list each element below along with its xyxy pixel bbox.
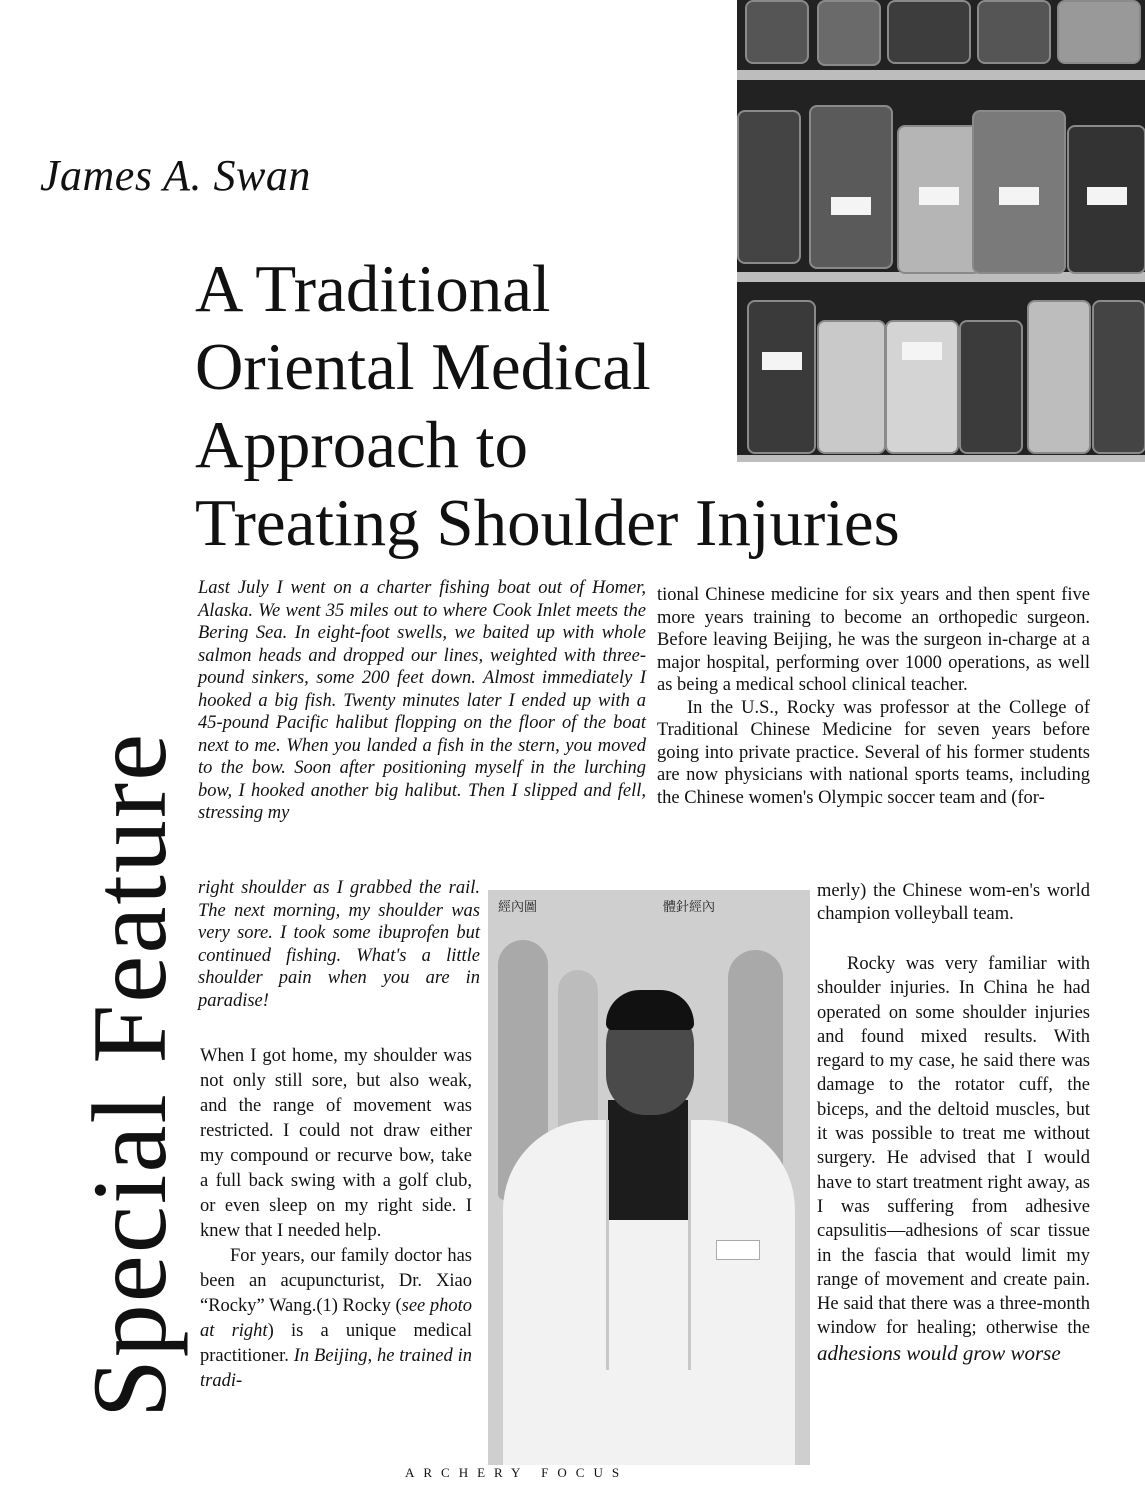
body-paragraph: For years, our family doctor has been an acupuncturist, Dr. Xiao “Rocky” Wang.(1) Rocky (see photo at right) is a unique medical practitioner. In Beijing, he trained in tradi- xyxy=(200,1246,473,1391)
photo-chart-text-right: 體針經內 xyxy=(663,900,716,915)
section-label: Special Feature xyxy=(71,731,188,1419)
intro-paragraph-continued: right shoulder as I grabbed the rail. The next morning, my shoulder was very sore. I took some ibuprofen but continued fishing. What's a little shoulder pain when you are in paradise! xyxy=(198,878,480,1011)
headline-line-3: Approach to xyxy=(195,408,529,482)
column-2-continued: merly) the Chinese wom-en's world champion volleyball team. xyxy=(817,881,1090,924)
headline-line-1: A Traditional xyxy=(195,252,551,326)
headline-line-4: Treating Shoulder Injuries xyxy=(195,486,900,560)
body-paragraph: When I got home, my shoulder was not only still sore, but also weak, and the range of movement was restricted. I could not draw either my compound or recurve bow, take a full back swing with a golf club, or even sleep on my right side. I knew that I needed help. xyxy=(200,1046,472,1241)
headline-line-2: Oriental Medical xyxy=(195,330,651,404)
doctor-portrait-photo xyxy=(488,890,810,1465)
body-paragraph: In the U.S., Rocky was professor at the College of Traditional Chinese Medicine for seven years before going into private practice. Several of his former students are now physicians with national sports teams, including the Chinese women's Olympic soccer team and (for- xyxy=(657,697,1090,808)
article-headline xyxy=(195,250,995,562)
intro-paragraph: Last July I went on a charter fishing boat out of Homer, Alaska. We went 35 miles out to where Cook Inlet meets the Bering Sea. In eight-foot swells, we baited up with whole salmon heads and dropped our lines, weighted with three-pound sinkers, some 200 feet down. Almost immediately I hooked a big fish. Twenty minutes later I ended up with a 45-pound Pacific halibut flopping on the floor of the boat next to me. When you landed a fish in the stern, you moved to the bow. Soon after positioning myself in the lurching bow, I hooked another big halibut. Then I slipped and fell, stressing my xyxy=(198,578,646,823)
column-2-body xyxy=(657,584,1090,809)
magazine-footer: ARCHERY FOCUS xyxy=(405,1465,629,1480)
column-1-body xyxy=(200,1044,472,1394)
body-paragraph: Rocky was very familiar with shoulder injuries. In China he had operated on some shoulder injuries and found mixed results. With regard to my case, he said there was damage to the rotator cuff, the biceps, and the deltoid muscles, but it was possible to treat me without surgery. He advised that I would have to start treatment right away, as I was suffering from adhesive capsulitis—adhesions of scar tissue in the fascia that would limit my range of movement and create pain. He said that there was a three-month window for healing; otherwise the adhesions would grow worse xyxy=(817,954,1090,1365)
body-paragraph: tional Chinese medicine for six years and then spent five more years training to become an orthopedic surgeon. Before leaving Beijing, he was the surgeon in-charge at a major hospital, performing over 1000 operations, as well as being a medical school clinical teacher. xyxy=(657,585,1090,695)
photo-chart-text-left: 經內圖 xyxy=(498,900,538,915)
column-2-lower xyxy=(817,952,1090,1367)
author-byline: James A. Swan xyxy=(40,151,311,200)
